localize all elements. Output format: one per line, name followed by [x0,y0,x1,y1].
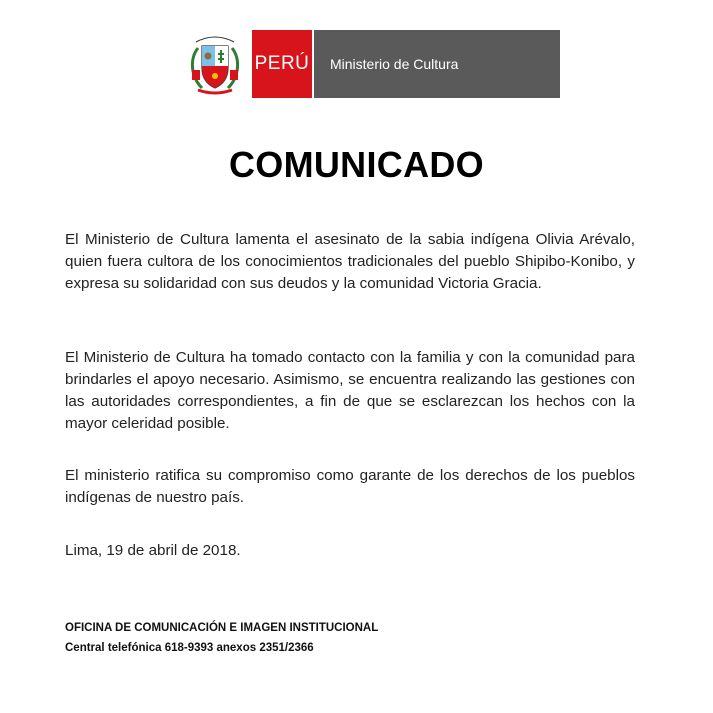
office-name: OFICINA DE COMUNICACIÓN E IMAGEN INSTITUCIONAL [65,622,379,634]
paragraph-support: El Ministerio de Cultura ha tomado contacto con la familia y con la comunidad para brindarles el apoyo necesario. Asimismo, se encuentra realizando las gestiones con las autoridades correspondientes, a fin de que se esclarezcan los hechos con la mayor celeridad posible. [65,349,635,432]
date-line: Lima, 19 de abril de 2018. [65,542,241,559]
country-label: PERÚ [252,30,312,98]
peru-coat-of-arms-icon [186,30,244,98]
paragraph-commitment: El ministerio ratifica su compromiso como garante de los derechos de los pueblos indígenas de nuestro país. [65,467,635,506]
phone-line: Central telefónica 618-9393 anexos 2351/2366 [65,642,314,654]
paragraph-condolence: El Ministerio de Cultura lamenta el asesinato de la sabia indígena Olivia Arévalo, quien fuera cultora de los conocimientos tradicionales del pueblo Shipibo-Konibo, y expresa su solidaridad con sus deudos y la comunidad Victoria Gracia. [65,231,635,292]
ministry-label: Ministerio de Cultura [314,30,560,98]
ministry-header [186,30,560,98]
document-title: COMUNICADO [229,144,484,185]
